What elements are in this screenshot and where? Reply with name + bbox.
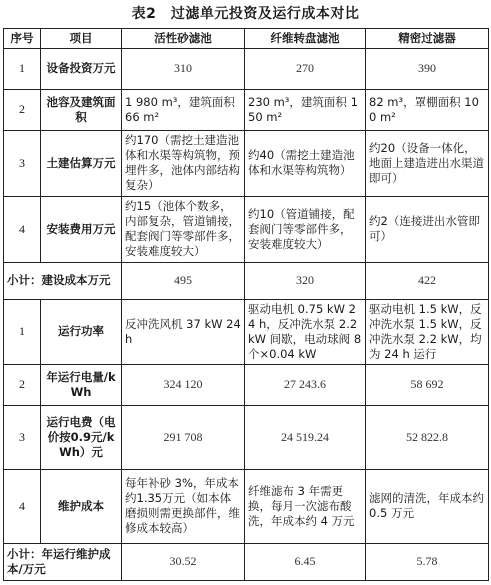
table-row (4, 48, 489, 89)
row-no: 1 (4, 299, 41, 364)
table-title: 表2 过滤单元投资及运行成本对比 (131, 6, 360, 22)
cell-fiber-disc: 24 519.24 (245, 405, 366, 469)
cell-active-sand: 30.52 (122, 543, 245, 580)
cell-active-sand: 每年补砂 3%，年成本约1.35万元（如本体磨损则需更换部件，维修成本较高） (122, 469, 245, 543)
row-item: 运行电费（电价按0.9元/kWh）元 (41, 405, 122, 469)
cell-fiber-disc: 270 (245, 48, 366, 89)
cell-active-sand: 310 (122, 48, 245, 89)
table-row (4, 469, 489, 543)
cell-active-sand: 1 980 m³，建筑面积 66 m² (122, 89, 245, 130)
header-precision-filter: 精密过滤器 (366, 29, 489, 49)
row-item: 维护成本 (41, 469, 122, 543)
table-row (4, 130, 489, 196)
row-item: 安装费用万元 (41, 196, 122, 262)
row-no: 2 (4, 89, 41, 130)
cell-precision: 58 692 (366, 364, 489, 405)
cell-active-sand: 约15（池体个数多，内部复杂，管道铺接，配套阀门等零部件多，安装难度较大） (122, 196, 245, 262)
row-item: 土建估算万元 (41, 130, 122, 196)
row-no: 4 (4, 469, 41, 543)
cell-fiber-disc: 约10（管道铺接，配套阀门等零部件多，安装难度较大） (245, 196, 366, 262)
subtotal-row (4, 543, 489, 580)
cell-precision: 52 822.8 (366, 405, 489, 469)
cell-precision: 5.78 (366, 543, 489, 580)
cell-fiber-disc: 6.45 (245, 543, 366, 580)
table-row (4, 364, 489, 405)
cell-fiber-disc: 约40（需挖土建造池体和水渠等构筑物） (245, 130, 366, 196)
row-item: 运行功率 (41, 299, 122, 364)
table-row (4, 405, 489, 469)
table-row (4, 89, 489, 130)
table-row (4, 196, 489, 262)
cell-precision: 约20（设备一体化，地面上建造进出水渠道即可） (366, 130, 489, 196)
table-row (4, 299, 489, 364)
header-row (4, 29, 489, 49)
cell-fiber-disc: 230 m³，建筑面积 150 m² (245, 89, 366, 130)
cell-active-sand: 291 708 (122, 405, 245, 469)
cell-precision: 驱动电机 1.5 kW，反冲洗水泵 1.5 kW，反冲洗水泵 2.2 kW，均为 24 h 运行 (366, 299, 489, 364)
cell-precision: 滤网的清洗，年成本约 0.5 万元 (366, 469, 489, 543)
header-item: 项目 (41, 29, 122, 49)
cell-fiber-disc: 27 243.6 (245, 364, 366, 405)
cell-precision: 82 m³，罩棚面积 100 m² (366, 89, 489, 130)
row-no: 1 (4, 48, 41, 89)
cell-precision: 390 (366, 48, 489, 89)
cell-active-sand: 约170（需挖土建造池体和水渠等构筑物，预埋件多，池体内部结构复杂） (122, 130, 245, 196)
subtotal-label: 小计：建设成本万元 (4, 262, 122, 299)
cell-fiber-disc: 纤维滤布 3 年需更换，每月一次滤布酸洗，年成本约 4 万元 (245, 469, 366, 543)
subtotal-row (4, 262, 489, 299)
cell-fiber-disc: 320 (245, 262, 366, 299)
row-no: 3 (4, 405, 41, 469)
row-no: 2 (4, 364, 41, 405)
header-fiber-disc-filter: 纤维转盘滤池 (245, 29, 366, 49)
cell-active-sand: 反冲洗风机 37 kW 24 h (122, 299, 245, 364)
cell-precision: 约2（连接进出水管即可） (366, 196, 489, 262)
row-no: 3 (4, 130, 41, 196)
cost-comparison-table (3, 28, 489, 581)
cell-precision: 422 (366, 262, 489, 299)
header-active-sand-filter: 活性砂滤池 (122, 29, 245, 49)
cell-fiber-disc: 驱动电机 0.75 kW 24 h，反冲洗水泵 2.2 kW 间歇，电动球阀 8 个×0.04 kW (245, 299, 366, 364)
row-item: 池容及建筑面积 (41, 89, 122, 130)
row-item: 设备投资万元 (41, 48, 122, 89)
header-no: 序号 (4, 29, 41, 49)
cell-active-sand: 495 (122, 262, 245, 299)
row-item: 年运行电量/kWh (41, 364, 122, 405)
subtotal-label: 小计：年运行维护成本/万元 (4, 543, 122, 580)
cell-active-sand: 324 120 (122, 364, 245, 405)
row-no: 4 (4, 196, 41, 262)
